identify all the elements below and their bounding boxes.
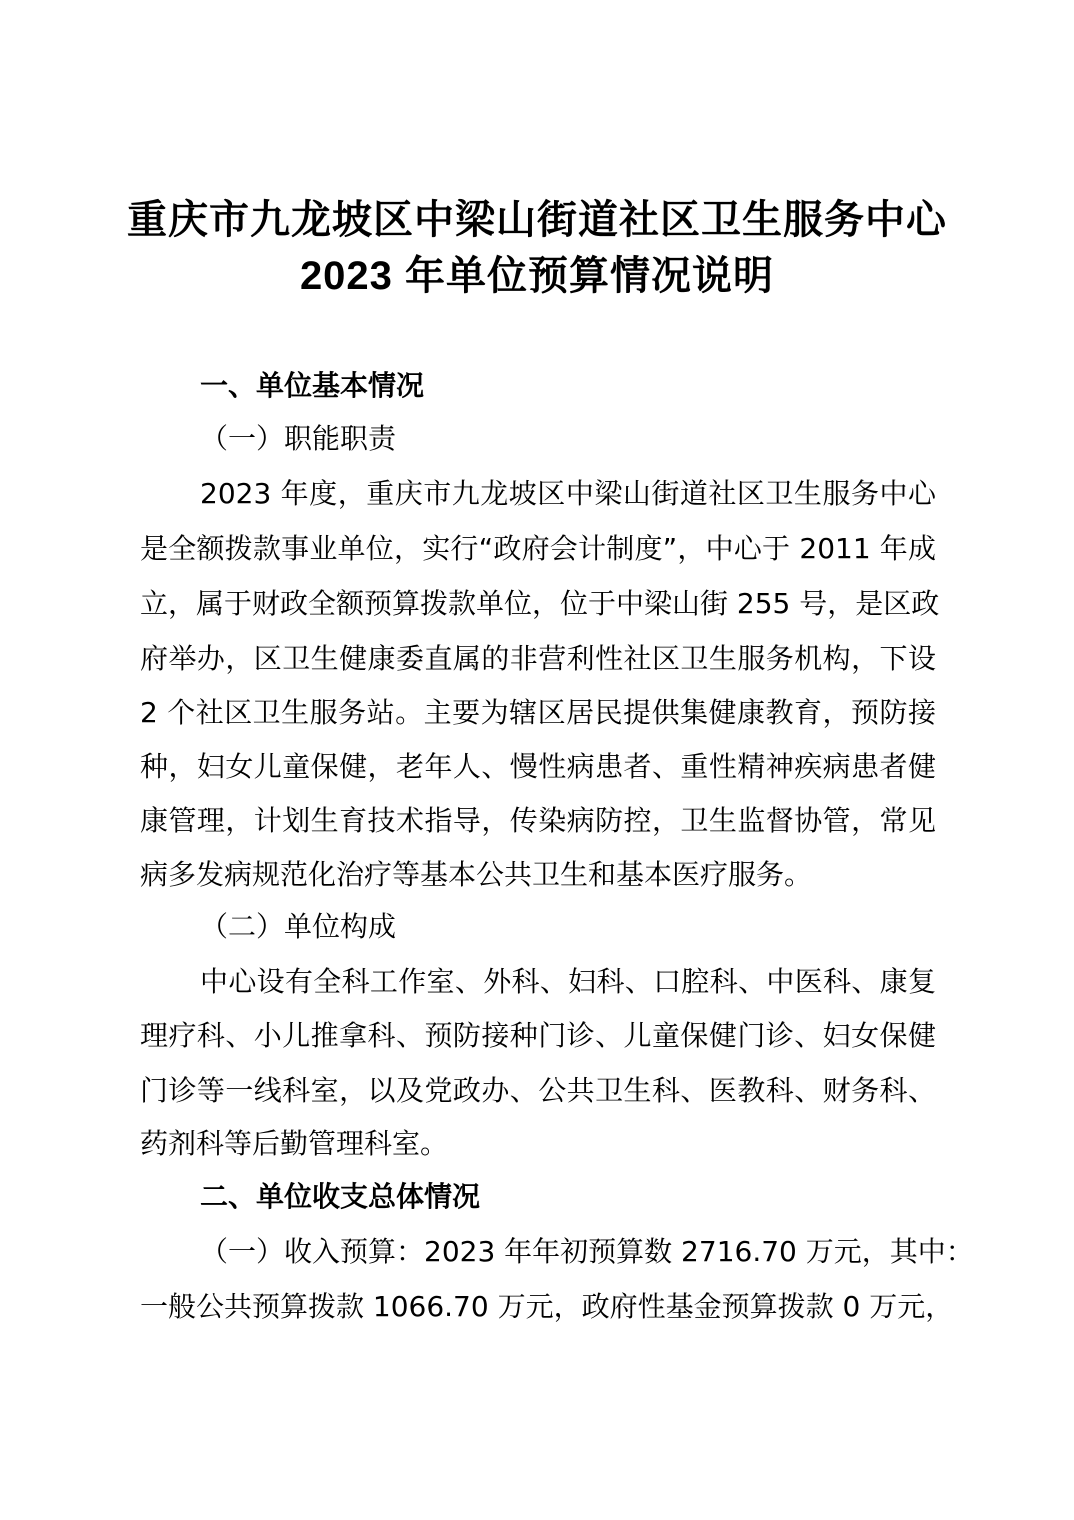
paragraph-line: 是全额拨款事业单位，实行“政府会计制度”，中心于 2011 年成 [140,532,936,565]
section1-sub2-heading: （二）单位构成 [200,910,397,943]
document-title-line1: 重庆市九龙坡区中梁山街道社区卫生服务中心 [127,196,947,243]
paragraph-line: 府举办，区卫生健康委直属的非营利性社区卫生服务机构，下设 [140,642,936,675]
section1-heading: 一、单位基本情况 [200,369,425,402]
section1-sub1-heading: （一）职能职责 [200,422,397,455]
paragraph-line: 2 个社区卫生服务站。主要为辖区居民提供集健康教育，预防接 [140,696,936,729]
paragraph-line: 立，属于财政全额预算拨款单位，位于中梁山街 255 号，是区政 [140,587,940,620]
paragraph-line: 2023 年度，重庆市九龙坡区中梁山街道社区卫生服务中心 [200,477,936,510]
paragraph-line: 药剂科等后勤管理科室。 [140,1127,449,1160]
paragraph-line: 康管理，计划生育技术指导，传染病防控，卫生监督协管，常见 [140,804,936,837]
paragraph-line: 中心设有全科工作室、外科、妇科、口腔科、中医科、康复 [200,965,936,998]
paragraph-line: 种，妇女儿童保健，老年人、慢性病患者、重性精神疾病患者健 [140,750,936,783]
paragraph-line: 病多发病规范化治疗等基本公共卫生和基本医疗服务。 [140,858,813,891]
document-title-line2: 2023 年单位预算情况说明 [299,254,775,298]
section2-heading: 二、单位收支总体情况 [200,1180,481,1213]
paragraph-line: 门诊等一线科室，以及党政办、公共卫生科、医教科、财务科、 [140,1074,936,1107]
paragraph-line: （一）收入预算：2023 年年初预算数 2716.70 万元，其中： [200,1235,974,1268]
paragraph-line: 理疗科、小儿推拿科、预防接种门诊、儿童保健门诊、妇女保健 [140,1019,936,1052]
paragraph-line: 一般公共预算拨款 1066.70 万元，政府性基金预算拨款 0 万元， [140,1290,954,1323]
